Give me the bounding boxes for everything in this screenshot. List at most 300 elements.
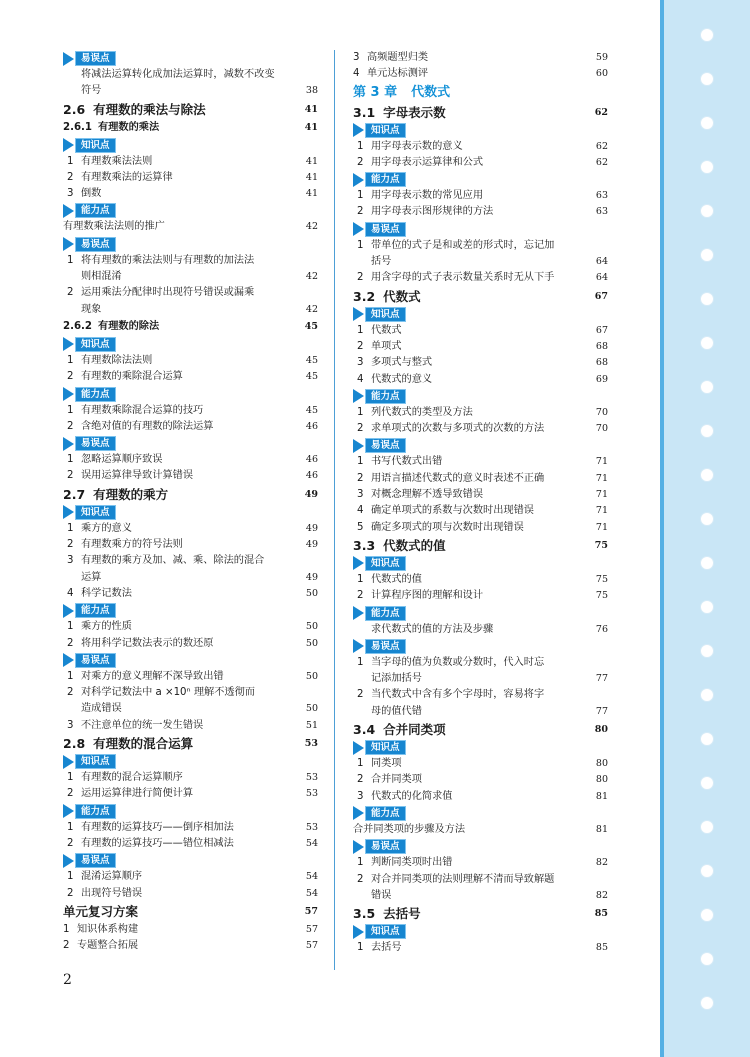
- toc-entry[interactable]: [353, 188, 608, 204]
- toc-entry[interactable]: [353, 471, 608, 487]
- toc-entry-number: 1: [357, 190, 364, 202]
- toc-entry-title: 出现符号错误: [81, 887, 143, 899]
- binder-hole-icon: [700, 732, 714, 746]
- toc-page-number: 68: [595, 340, 608, 352]
- toc-entry-title: 有理数乘法法则: [81, 155, 153, 167]
- toc-entry[interactable]: [353, 339, 608, 355]
- toc-entry[interactable]: [63, 369, 318, 385]
- binder-hole-icon: [700, 160, 714, 174]
- toc-entry-number: 2: [67, 371, 74, 383]
- play-arrow-icon: [63, 387, 74, 401]
- toc-entry-title: 代数式: [383, 288, 421, 304]
- toc-entry[interactable]: [353, 155, 608, 171]
- toc-entry[interactable]: [63, 619, 318, 635]
- toc-entry-number: 3: [357, 790, 364, 802]
- toc-entry[interactable]: [63, 253, 318, 269]
- toc-entry[interactable]: [353, 940, 608, 956]
- toc-entry[interactable]: [353, 772, 608, 788]
- toc-entry-number: 2: [67, 637, 74, 649]
- toc-entry[interactable]: [63, 67, 318, 83]
- toc-entry-title: 计算程序图的理解和设计: [371, 590, 484, 602]
- toc-entry[interactable]: [353, 520, 608, 536]
- toc-page-number: 62: [595, 156, 608, 168]
- toc-entry-continuation[interactable]: [353, 704, 608, 720]
- section-tag: [63, 804, 318, 819]
- toc-entry-number: 1: [357, 239, 364, 251]
- toc-entry[interactable]: [353, 139, 608, 155]
- toc-entry[interactable]: [353, 588, 608, 604]
- toc-entry-number: 2.7: [63, 486, 86, 502]
- toc-entry-title: 有理数的乘法: [98, 121, 160, 133]
- toc-page-number: 46: [305, 470, 318, 482]
- section-tag-label: 能力点: [365, 172, 406, 187]
- toc-page-number: 46: [305, 454, 318, 466]
- section-tag: [63, 387, 318, 402]
- toc-entry[interactable]: [63, 836, 318, 852]
- toc-entry-title: 专题整合拓展: [77, 940, 139, 952]
- toc-entry-number: 3.4: [353, 722, 376, 738]
- toc-entry-number: 1: [357, 942, 364, 954]
- toc-entry-number: 2: [357, 156, 364, 168]
- toc-entry[interactable]: [353, 655, 608, 671]
- toc-entry-title: 有理数的运算技巧——错位相减法: [81, 837, 234, 849]
- play-arrow-icon: [353, 389, 364, 403]
- toc-entry-title: 对乘方的意义理解不深导致出错: [81, 670, 224, 682]
- toc-page-number: 45: [305, 354, 318, 366]
- toc-page-number: 41: [305, 155, 318, 167]
- toc-entry[interactable]: [353, 66, 608, 82]
- toc-entry-number: 2.6: [63, 101, 86, 117]
- section-tag: [63, 653, 318, 668]
- play-arrow-icon: [353, 639, 364, 653]
- toc-entry[interactable]: [63, 353, 318, 369]
- toc-entry-title: 将有理数的乘法法则与有理数的加法法: [81, 254, 255, 266]
- toc-entry-number: 2: [67, 837, 74, 849]
- toc-page-number: 62: [595, 140, 608, 152]
- toc-entry-continuation[interactable]: [353, 888, 608, 904]
- section-tag-label: 易误点: [365, 839, 406, 854]
- toc-entry-number: 2: [357, 873, 364, 885]
- toc-entry-number: 1: [67, 454, 74, 466]
- toc-entry[interactable]: [63, 553, 318, 569]
- toc-entry[interactable]: [353, 421, 608, 437]
- toc-section-heading[interactable]: [63, 734, 318, 753]
- section-tag-label: 知识点: [365, 740, 406, 755]
- toc-entry-title: 运用乘法分配律时出现符号错误或漏乘: [81, 287, 255, 299]
- toc-entry[interactable]: [63, 922, 318, 938]
- toc-entry-number: 1: [67, 254, 74, 266]
- toc-section-heading[interactable]: [353, 287, 608, 306]
- toc-entry-title: 合并同类项: [383, 722, 446, 738]
- toc-entry-number: 5: [357, 521, 364, 533]
- toc-page-number: 49: [305, 522, 318, 534]
- toc-entry[interactable]: [63, 521, 318, 537]
- toc-section-heading[interactable]: [63, 485, 318, 504]
- binder-hole-icon: [700, 776, 714, 790]
- toc-entry[interactable]: [353, 822, 608, 838]
- toc-entry-number: 4: [357, 373, 364, 385]
- toc-entry-number: 1: [357, 324, 364, 336]
- toc-entry-continuation[interactable]: [353, 254, 608, 270]
- toc-entry[interactable]: [63, 718, 318, 734]
- toc-entry-number: 3: [357, 489, 364, 501]
- toc-page-number: 46: [305, 420, 318, 432]
- play-arrow-icon: [63, 237, 74, 251]
- binder-hole-icon: [700, 952, 714, 966]
- toc-page-number: 67: [595, 324, 608, 336]
- toc-entry[interactable]: [63, 403, 318, 419]
- toc-entry[interactable]: [63, 636, 318, 652]
- section-tag: [353, 639, 608, 654]
- toc-page-number: 69: [595, 373, 608, 385]
- toc-entry-title: 误用运算律导致计算错误: [81, 470, 194, 482]
- binder-hole-icon: [700, 468, 714, 482]
- toc-entry-number: 1: [67, 354, 74, 366]
- toc-entry[interactable]: [353, 50, 608, 66]
- toc-entry-title: 运用运算律进行简便计算: [81, 788, 194, 800]
- toc-entry-number: 2: [67, 788, 74, 800]
- section-tag-label: 能力点: [365, 389, 406, 404]
- toc-entry-number: 1: [357, 857, 364, 869]
- toc-entry[interactable]: [63, 452, 318, 468]
- toc-section-heading[interactable]: [353, 720, 608, 739]
- toc-entry[interactable]: [63, 886, 318, 902]
- section-tag-label: 知识点: [75, 138, 116, 153]
- toc-page-number: 71: [595, 521, 608, 533]
- toc-page-number: 71: [595, 472, 608, 484]
- toc-entry[interactable]: [63, 770, 318, 786]
- toc-entry-title: 混淆运算顺序: [81, 871, 143, 883]
- section-tag: [63, 436, 318, 451]
- toc-entry-number: 3: [67, 719, 74, 731]
- toc-page-number: 82: [595, 889, 608, 901]
- toc-entry-title: 对科学记数法中 a ×10ⁿ 理解不透彻而: [81, 687, 255, 699]
- section-tag: [63, 505, 318, 520]
- toc-page-number: 41: [305, 188, 318, 200]
- toc-entry-number: 1: [67, 821, 74, 833]
- toc-entry-title: 代数式: [411, 84, 451, 100]
- toc-page-number: 77: [595, 705, 608, 717]
- binder-hole-icon: [700, 248, 714, 262]
- toc-page-number: 38: [305, 85, 318, 97]
- toc-entry[interactable]: [353, 487, 608, 503]
- toc-entry[interactable]: [63, 419, 318, 435]
- toc-entry[interactable]: [63, 669, 318, 685]
- toc-entry[interactable]: [353, 323, 608, 339]
- section-tag-label: 知识点: [365, 924, 406, 939]
- toc-page-number: 54: [305, 871, 318, 883]
- toc-entry[interactable]: [353, 622, 608, 638]
- toc-entry[interactable]: [63, 537, 318, 553]
- toc-entry-title: 有理数的乘方: [93, 486, 169, 502]
- toc-entry-title: 单项式: [371, 340, 402, 352]
- toc-page-number: 85: [594, 908, 608, 920]
- toc-entry-title: 去括号: [383, 906, 421, 922]
- play-arrow-icon: [63, 337, 74, 351]
- toc-entry-continuation[interactable]: [63, 269, 318, 285]
- toc-entry-title: 去括号: [371, 942, 402, 954]
- toc-entry[interactable]: [353, 687, 608, 703]
- section-tag-label: 易误点: [365, 222, 406, 237]
- section-tag-label: 能力点: [75, 387, 116, 402]
- toc-entry-number: 3: [67, 555, 74, 567]
- toc-entry-title: 母的值代错: [371, 705, 422, 717]
- toc-page-number: 81: [595, 790, 608, 802]
- toc-entry-title: 记添加括号: [371, 673, 422, 685]
- toc-entry-title: 列代数式的类型及方法: [371, 406, 473, 418]
- toc-entry-title: 有理数的混合运算: [93, 736, 194, 752]
- binder-hole-icon: [700, 380, 714, 394]
- play-arrow-icon: [353, 925, 364, 939]
- toc-entry[interactable]: [353, 872, 608, 888]
- section-tag-label: 能力点: [365, 806, 406, 821]
- toc-entry-number: 2: [67, 420, 74, 432]
- toc-entry-title: 知识体系构建: [77, 923, 139, 935]
- toc-entry[interactable]: [353, 572, 608, 588]
- toc-entry-number: 1: [357, 456, 364, 468]
- section-tag-label: 易误点: [75, 853, 116, 868]
- toc-page-number: 41: [304, 103, 318, 115]
- toc-entry-title: 运算: [81, 571, 102, 583]
- toc-entry-number: 1: [67, 155, 74, 167]
- toc-entry-number: 第 3 章: [353, 84, 398, 100]
- toc-subsection-heading[interactable]: [63, 318, 318, 336]
- toc-page-number: 41: [304, 121, 318, 133]
- toc-entry[interactable]: [63, 938, 318, 954]
- toc-page-number: 50: [305, 670, 318, 682]
- toc-entry[interactable]: [63, 83, 318, 99]
- toc-entry-title: 有理数乘法法则的推广: [63, 221, 165, 233]
- toc-entry-continuation[interactable]: [63, 570, 318, 586]
- toc-entry-title: 有理数的运算技巧——倒序相加法: [81, 821, 234, 833]
- toc-entry-title: 带单位的式子是和或差的形式时，忘记加: [371, 239, 555, 251]
- toc-page-number: 76: [595, 623, 608, 635]
- binder-hole-icon: [700, 996, 714, 1010]
- toc-entry-title: 符号: [81, 85, 102, 97]
- play-arrow-icon: [353, 741, 364, 755]
- toc-entry-title: 有理数乘法的运算律: [81, 171, 173, 183]
- toc-entry-title: 书写代数式出错: [371, 456, 443, 468]
- binder-hole-icon: [700, 336, 714, 350]
- toc-section-heading[interactable]: [353, 904, 608, 923]
- play-arrow-icon: [63, 653, 74, 667]
- toc-page-number: 85: [595, 942, 608, 954]
- section-tag-label: 知识点: [75, 505, 116, 520]
- toc-page-number: 53: [305, 821, 318, 833]
- toc-entry-number: 1: [67, 772, 74, 784]
- toc-entry[interactable]: [63, 285, 318, 301]
- play-arrow-icon: [353, 840, 364, 854]
- toc-unit-heading[interactable]: [63, 902, 318, 922]
- toc-page-number: 50: [305, 587, 318, 599]
- toc-page-number: 80: [595, 758, 608, 770]
- toc-page-number: 70: [595, 406, 608, 418]
- toc-page-number: 57: [304, 905, 318, 917]
- section-tag: [353, 172, 608, 187]
- toc-entry[interactable]: [353, 503, 608, 519]
- toc-entry[interactable]: [353, 204, 608, 220]
- toc-entry-title: 有理数的乘方及加、减、乘、除法的混合: [81, 555, 265, 567]
- toc-section-heading[interactable]: [63, 100, 318, 119]
- toc-entry-title: 用字母表示数的常见应用: [371, 190, 484, 202]
- side-tab-strip: [660, 0, 750, 1057]
- play-arrow-icon: [63, 52, 74, 66]
- section-tag: [353, 806, 608, 821]
- binder-hole-icon: [700, 116, 714, 130]
- toc-entry-title: 将用科学记数法表示的数还原: [81, 637, 214, 649]
- toc-entry-title: 有理数的乘法与除法: [93, 101, 206, 117]
- toc-entry-title: 忽略运算顺序致误: [81, 454, 163, 466]
- section-tag-label: 知识点: [75, 337, 116, 352]
- toc-entry-title: 不注意单位的统一发生错误: [81, 719, 204, 731]
- toc-entry[interactable]: [353, 454, 608, 470]
- toc-entry-number: 1: [67, 522, 74, 534]
- toc-entry[interactable]: [353, 355, 608, 371]
- toc-entry-continuation[interactable]: [63, 302, 318, 318]
- toc-section-heading[interactable]: [353, 536, 608, 555]
- section-tag-label: 易误点: [75, 653, 116, 668]
- toc-entry[interactable]: [353, 789, 608, 805]
- toc-entry-title: 判断同类项时出错: [371, 857, 453, 869]
- toc-entry[interactable]: [63, 154, 318, 170]
- play-arrow-icon: [353, 123, 364, 137]
- toc-entry[interactable]: [63, 219, 318, 235]
- toc-entry-title: 乘方的意义: [81, 522, 132, 534]
- side-tab-border: [660, 0, 664, 1057]
- toc-entry[interactable]: [63, 170, 318, 186]
- toc-entry[interactable]: [353, 405, 608, 421]
- play-arrow-icon: [353, 307, 364, 321]
- section-tag: [353, 307, 608, 322]
- toc-entry-continuation[interactable]: [353, 671, 608, 687]
- section-tag-label: 知识点: [365, 556, 406, 571]
- toc-entry-number: 2: [357, 272, 364, 284]
- section-tag: [63, 754, 318, 769]
- toc-entry[interactable]: [63, 186, 318, 202]
- toc-page-number: 57: [305, 940, 318, 952]
- toc-entry-number: 2: [357, 774, 364, 786]
- toc-subsection-heading[interactable]: [63, 119, 318, 137]
- binder-hole-icon: [700, 72, 714, 86]
- binder-hole-icon: [700, 28, 714, 42]
- toc-page-number: 82: [595, 857, 608, 869]
- toc-entry[interactable]: [353, 756, 608, 772]
- section-tag-label: 易误点: [75, 237, 116, 252]
- toc-entry[interactable]: [63, 685, 318, 701]
- play-arrow-icon: [353, 806, 364, 820]
- toc-entry-number: 2.8: [63, 736, 86, 752]
- section-tag: [63, 51, 318, 66]
- toc-entry-title: 代数式的意义: [371, 373, 433, 385]
- play-arrow-icon: [63, 204, 74, 218]
- toc-page-number: 64: [595, 272, 608, 284]
- toc-entry[interactable]: [63, 586, 318, 602]
- binder-hole-icon: [700, 820, 714, 834]
- toc-page-number: 71: [595, 505, 608, 517]
- toc-page-number: 50: [305, 703, 318, 715]
- toc-page-number: 80: [595, 774, 608, 786]
- toc-entry-number: 2.6.2: [63, 320, 93, 332]
- toc-page-number: 75: [595, 590, 608, 602]
- toc-entry-number: 2: [67, 287, 74, 299]
- toc-page-number: 54: [305, 837, 318, 849]
- section-tag-label: 易误点: [365, 639, 406, 654]
- section-tag: [353, 438, 608, 453]
- binder-hole-icon: [700, 688, 714, 702]
- toc-entry-title: 当代数式中含有多个字母时，容易将字: [371, 689, 545, 701]
- toc-entry-number: 1: [67, 404, 74, 416]
- toc-entry-number: 2: [357, 206, 364, 218]
- toc-entry-number: 1: [67, 621, 74, 633]
- toc-entry-title: 字母表示数: [383, 104, 446, 120]
- section-tag: [353, 389, 608, 404]
- toc-entry-number: 3.2: [353, 288, 376, 304]
- toc-chapter-heading[interactable]: [353, 83, 608, 103]
- toc-page-number: 53: [305, 772, 318, 784]
- section-tag: [63, 853, 318, 868]
- toc-entry-number: 2: [357, 472, 364, 484]
- section-tag-label: 易误点: [75, 436, 116, 451]
- toc-page-number: 64: [595, 256, 608, 268]
- binder-hole-icon: [700, 644, 714, 658]
- toc-entry-number: 3.3: [353, 537, 376, 553]
- toc-entry[interactable]: [353, 270, 608, 286]
- play-arrow-icon: [353, 173, 364, 187]
- toc-entry-title: 代数式的值: [383, 537, 446, 553]
- play-arrow-icon: [353, 556, 364, 570]
- play-arrow-icon: [63, 755, 74, 769]
- toc-section-heading[interactable]: [353, 103, 608, 122]
- toc-entry[interactable]: [63, 820, 318, 836]
- binder-hole-icon: [700, 204, 714, 218]
- toc-entry[interactable]: [63, 869, 318, 885]
- toc-entry-continuation[interactable]: [63, 701, 318, 717]
- section-tag: [63, 203, 318, 218]
- toc-page-number: 75: [595, 573, 608, 585]
- toc-entry[interactable]: [353, 372, 608, 388]
- toc-entry-number: 3.1: [353, 104, 376, 120]
- section-tag-label: 易误点: [365, 438, 406, 453]
- toc-page-number: 67: [594, 290, 608, 302]
- toc-entry-title: 确定单项式的系数与次数时出现错误: [371, 505, 534, 517]
- toc-entry[interactable]: [353, 855, 608, 871]
- toc-page-number: 62: [594, 106, 608, 118]
- toc-page-number: 54: [305, 887, 318, 899]
- toc-page-number: 60: [595, 68, 608, 80]
- section-tag: [63, 337, 318, 352]
- toc-entry-title: 确定多项式的项与次数时出现错误: [371, 521, 524, 533]
- toc-page-number: 49: [304, 488, 318, 500]
- toc-entry[interactable]: [63, 786, 318, 802]
- section-tag: [63, 603, 318, 618]
- toc-page-number: 42: [305, 303, 318, 315]
- page-number: 2: [63, 972, 72, 988]
- section-tag-label: 易误点: [75, 51, 116, 66]
- section-tag-label: 知识点: [365, 307, 406, 322]
- section-tag: [353, 123, 608, 138]
- toc-entry-title: 多项式与整式: [371, 357, 433, 369]
- toc-entry-title: 有理数除法法则: [81, 354, 153, 366]
- toc-entry-number: 2: [357, 590, 364, 602]
- toc-entry-number: 3: [353, 52, 360, 63]
- toc-page-number: 80: [594, 724, 608, 736]
- play-arrow-icon: [63, 437, 74, 451]
- section-tag: [63, 138, 318, 153]
- toc-entry-title: 有理数的除法: [98, 320, 160, 332]
- toc-entry[interactable]: [63, 468, 318, 484]
- toc-entry-title: 求代数式的值的方法及步骤: [371, 623, 494, 635]
- toc-entry[interactable]: [353, 238, 608, 254]
